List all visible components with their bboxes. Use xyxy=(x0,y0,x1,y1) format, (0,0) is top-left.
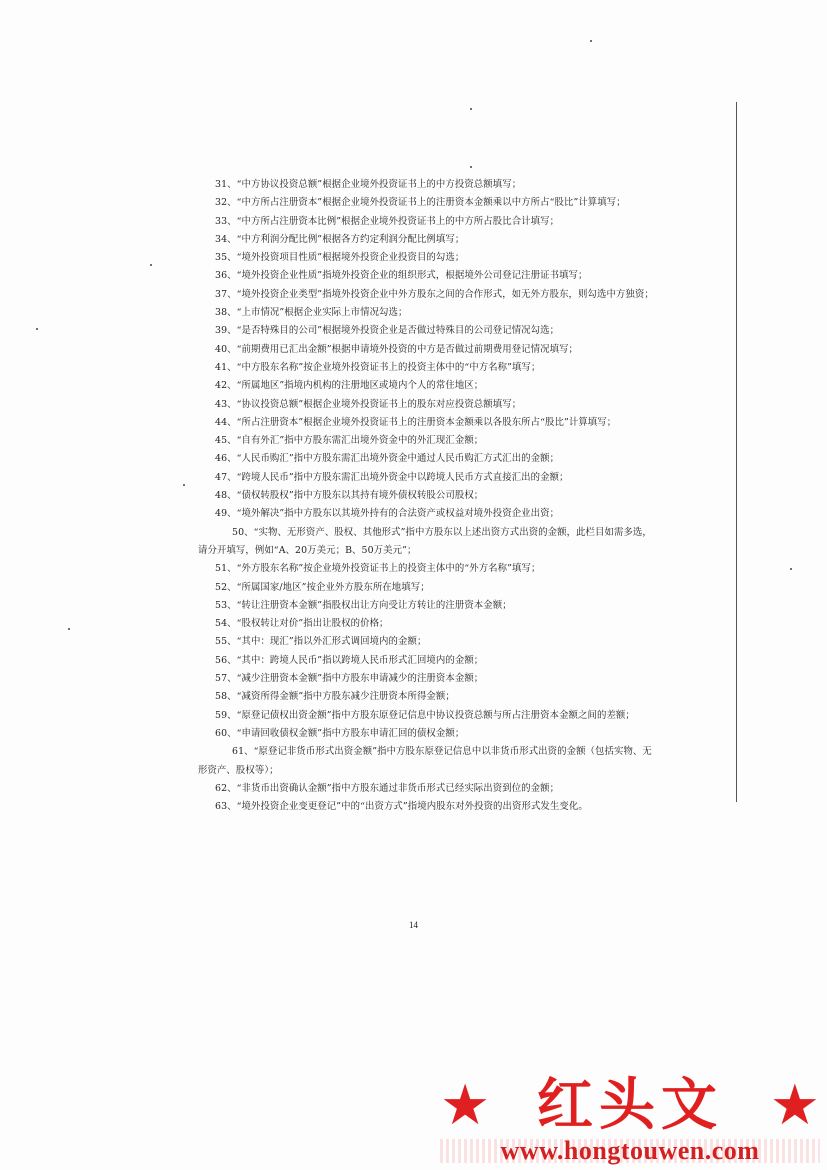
item-number: 59、 xyxy=(215,709,237,721)
item-number: 57、 xyxy=(215,673,237,685)
scan-speck xyxy=(470,108,472,110)
item-text: “减资所得金额”指中方股东减少注册资本所得金额； xyxy=(236,691,455,703)
list-item xyxy=(215,341,675,359)
item-number: 35、 xyxy=(215,252,237,264)
item-number: 32、 xyxy=(215,197,237,209)
item-text: “境外投资项目性质”根据境外投资企业投资目的勾选； xyxy=(236,252,465,264)
item-number: 54、 xyxy=(215,618,237,630)
list-item xyxy=(198,743,658,780)
item-text: “境外投资企业性质”指境外投资企业的组织形式，根据境外公司登记注册证书填写； xyxy=(236,270,588,282)
list-item xyxy=(215,652,675,670)
item-number: 43、 xyxy=(215,398,237,410)
item-text: “其中：跨境人民币”指以跨境人民币形式汇回境内的金额； xyxy=(236,654,484,666)
item-number: 51、 xyxy=(215,563,237,575)
item-number: 37、 xyxy=(215,288,237,300)
item-number: 45、 xyxy=(215,435,237,447)
scan-speck xyxy=(150,264,152,266)
list-item xyxy=(215,780,675,798)
list-item xyxy=(215,725,675,743)
list-item xyxy=(215,597,675,615)
item-number: 55、 xyxy=(215,636,237,648)
item-number: 47、 xyxy=(215,471,237,483)
item-text: “是否特殊目的公司”根据境外投资企业是否做过特殊目的公司登记情况勾选； xyxy=(236,325,560,337)
list-item xyxy=(215,487,675,505)
item-number: 39、 xyxy=(215,325,237,337)
item-number: 50、 xyxy=(232,526,254,538)
list-item xyxy=(215,615,675,633)
item-number: 31、 xyxy=(215,179,237,190)
list-item xyxy=(215,213,675,231)
watermark-text: 红头文 xyxy=(537,1073,723,1138)
list-item xyxy=(215,432,675,450)
list-item xyxy=(215,633,675,651)
item-number: 33、 xyxy=(215,215,237,227)
item-number: 44、 xyxy=(215,416,237,428)
item-text: “中方所占注册资本”根据企业境外投资证书上的注册资本金额乘以中方所占“股比”计算填写； xyxy=(236,197,626,209)
item-text: “跨境人民币”指中方股东需汇出境外资金中以跨境人民币方式直接汇出的金额； xyxy=(236,471,569,483)
scan-speck xyxy=(68,628,70,630)
item-text: “前期费用已汇出金额”根据申请境外投资的中方是否做过前期费用登记情况填写； xyxy=(236,343,579,355)
item-text: “中方所占注册资本比例”根据企业境外投资证书上的中方所占股比合计填写； xyxy=(236,215,560,227)
item-text: “上市情况”根据企业实际上市情况勾选； xyxy=(236,307,408,319)
item-text: “原登记非货币形式出资金额”指中方股东原登记信息中以非货币形式出资的金额（包括实物、无形资产、股权等）； xyxy=(198,746,652,776)
item-text: “非货币出资确认金额”指中方股东通过非货币形式已经实际出资到位的金额； xyxy=(236,782,560,794)
item-number: 56、 xyxy=(215,654,237,666)
item-number: 58、 xyxy=(215,691,237,703)
list-item xyxy=(215,249,675,267)
list-item xyxy=(215,707,675,725)
watermark-url-bar xyxy=(440,1136,820,1165)
item-text: “境外投资企业类型”指境外投资企业中外方股东之间的合作形式，如无外方股东，则勾选中方独资； xyxy=(236,288,654,300)
item-text: “中方利润分配比例”根据各方约定利润分配比例填写； xyxy=(236,233,465,245)
watermark-title-row xyxy=(440,1070,820,1142)
item-number: 40、 xyxy=(215,343,237,355)
list-item xyxy=(215,176,675,194)
item-number: 46、 xyxy=(215,453,237,465)
item-number: 60、 xyxy=(215,727,237,739)
list-item xyxy=(215,798,675,816)
item-text: “自有外汇”指中方股东需汇出境外资金中的外汇现汇金额； xyxy=(236,435,484,447)
list-item xyxy=(215,579,675,597)
item-text: “债权转股权”指中方股东以其持有境外债权转股公司股权； xyxy=(236,490,484,502)
item-number: 36、 xyxy=(215,270,237,282)
page-number: 14 xyxy=(409,920,418,930)
item-text: “境外解决”指中方股东以其境外持有的合法资产或权益对境外投资企业出资； xyxy=(236,508,560,520)
list-item xyxy=(215,505,675,523)
item-text: “股权转让对价”指出让股权的价格； xyxy=(236,618,389,630)
item-text: “中方股东名称”按企业境外投资证书上的投资主体中的“中方名称”填写； xyxy=(236,361,541,373)
item-number: 62、 xyxy=(215,782,237,794)
scan-speck xyxy=(470,166,472,168)
scan-speck xyxy=(590,40,592,42)
item-number: 61、 xyxy=(232,746,254,758)
list-item xyxy=(215,469,675,487)
list-item xyxy=(198,524,658,561)
item-number: 41、 xyxy=(215,361,237,373)
list-item xyxy=(215,560,675,578)
item-text: “协议投资总额”根据企业境外投资证书上的股东对应投资总额填写； xyxy=(236,398,522,410)
item-text: “外方股东名称”按企业境外投资证书上的投资主体中的“外方名称”填写； xyxy=(236,563,541,575)
item-text: “其中：现汇”指以外汇形式调回境内的金额； xyxy=(236,636,427,648)
item-number: 52、 xyxy=(215,581,237,593)
definition-list xyxy=(198,176,675,816)
list-item xyxy=(215,396,675,414)
item-text: “人民币购汇”指中方股东需汇出境外资金中通过人民币购汇方式汇出的金额； xyxy=(236,453,560,465)
item-text: “中方协议投资总额”根据企业境外投资证书上的中方投资总额填写； xyxy=(236,179,522,190)
list-item xyxy=(215,231,675,249)
star-icon: ★ xyxy=(440,1073,491,1138)
scan-speck xyxy=(183,484,185,486)
list-item xyxy=(215,267,675,285)
list-item xyxy=(215,688,675,706)
list-item xyxy=(215,286,675,304)
list-item xyxy=(215,194,675,212)
list-item xyxy=(215,359,675,377)
list-item xyxy=(215,322,675,340)
item-text: “申请回收债权金额”指中方股东申请汇回的债权金额； xyxy=(236,727,465,739)
list-item xyxy=(215,450,675,468)
list-item xyxy=(215,414,675,432)
item-number: 48、 xyxy=(215,490,237,502)
scan-speck xyxy=(36,328,38,330)
item-text: “所属国家/地区”按企业外方股东所在地填写； xyxy=(236,581,430,593)
item-number: 49、 xyxy=(215,508,237,520)
list-item xyxy=(215,377,675,395)
item-text: “转让注册资本金额”指股权出让方向受让方转让的注册资本金额； xyxy=(236,599,512,611)
watermark xyxy=(440,1070,820,1165)
item-number: 53、 xyxy=(215,599,237,611)
item-text: “实物、无形资产、股权、其他形式”指中方股东以上述出资方式出资的金额，此栏目如需多选，请分开填写，例如“A、20万美元；B、50万美元”； xyxy=(198,526,652,556)
star-icon: ★ xyxy=(769,1073,820,1138)
item-number: 38、 xyxy=(215,307,237,319)
watermark-url: www.hongtouwen.com xyxy=(500,1136,760,1165)
item-number: 63、 xyxy=(215,801,237,813)
item-text: “减少注册资本金额”指中方股东申请减少的注册资本金额； xyxy=(236,673,484,685)
item-text: “所属地区”指境内机构的注册地区或境内个人的常住地区； xyxy=(236,380,484,392)
list-item xyxy=(215,670,675,688)
item-number: 34、 xyxy=(215,233,237,245)
list-item xyxy=(215,304,675,322)
right-margin-line xyxy=(736,102,737,802)
scan-speck xyxy=(790,568,792,570)
item-text: “原登记债权出资金额”指中方股东原登记信息中协议投资总额与所占注册资本金额之间的差额； xyxy=(236,709,635,721)
item-number: 42、 xyxy=(215,380,237,392)
item-text: “所占注册资本”根据企业境外投资证书上的注册资本金额乘以各股东所占“股比”计算填写； xyxy=(236,416,617,428)
item-text: “境外投资企业变更登记”中的“出资方式”指境内股东对外投资的出资形式发生变化。 xyxy=(236,801,588,813)
